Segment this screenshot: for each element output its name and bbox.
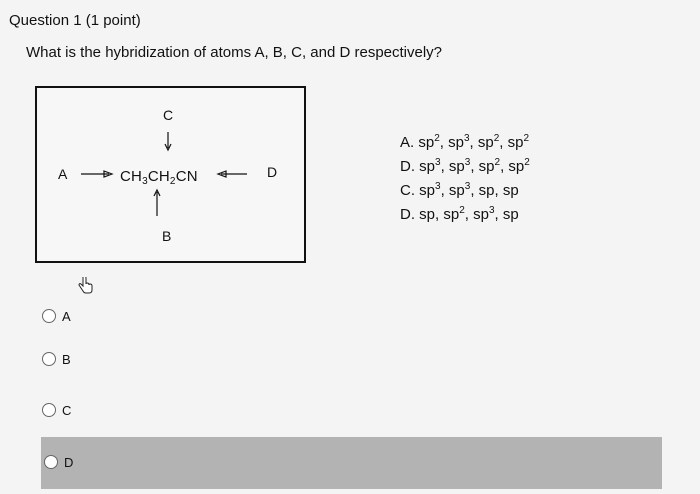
answer-choices-list	[400, 131, 530, 227]
option-d-label: D	[64, 454, 74, 470]
option-c[interactable]	[42, 397, 71, 423]
structure-figure	[35, 86, 306, 263]
option-a[interactable]	[42, 303, 71, 329]
choice-line: D. sp, $sp^2$, $sp^3$, sp	[400, 205, 519, 223]
radio-b[interactable]	[42, 352, 56, 366]
question-text: What is the hybridization of atoms A, B, C, and D respectively?	[26, 44, 443, 61]
option-a-label: A	[62, 308, 71, 324]
hand-pointer-icon	[77, 277, 93, 300]
radio-c[interactable]	[42, 403, 56, 417]
atom-label-c: C	[163, 107, 174, 123]
atom-label-a: A	[58, 166, 68, 182]
option-d-highlight	[41, 437, 662, 489]
option-b[interactable]	[42, 346, 71, 372]
atom-label-d: D	[267, 164, 278, 180]
option-c-label: C	[62, 402, 72, 418]
question-header: Question 1 (1 point)	[9, 12, 141, 29]
radio-d[interactable]	[44, 455, 58, 469]
choice-line: D. $sp^3$, $sp^3$, $sp^2$, $sp^2$	[400, 157, 530, 175]
molecule-formula: $CH_3CH_2CN$	[120, 168, 198, 187]
option-d[interactable]	[44, 449, 73, 475]
choice-line: A. $sp^2$, $sp^3$, $sp^2$, $sp^2$	[400, 133, 529, 151]
option-b-label: B	[62, 351, 71, 367]
radio-a[interactable]	[42, 309, 56, 323]
choice-line: C. $sp^3$, $sp^3$, sp, sp	[400, 181, 519, 199]
atom-label-b: B	[162, 228, 172, 244]
